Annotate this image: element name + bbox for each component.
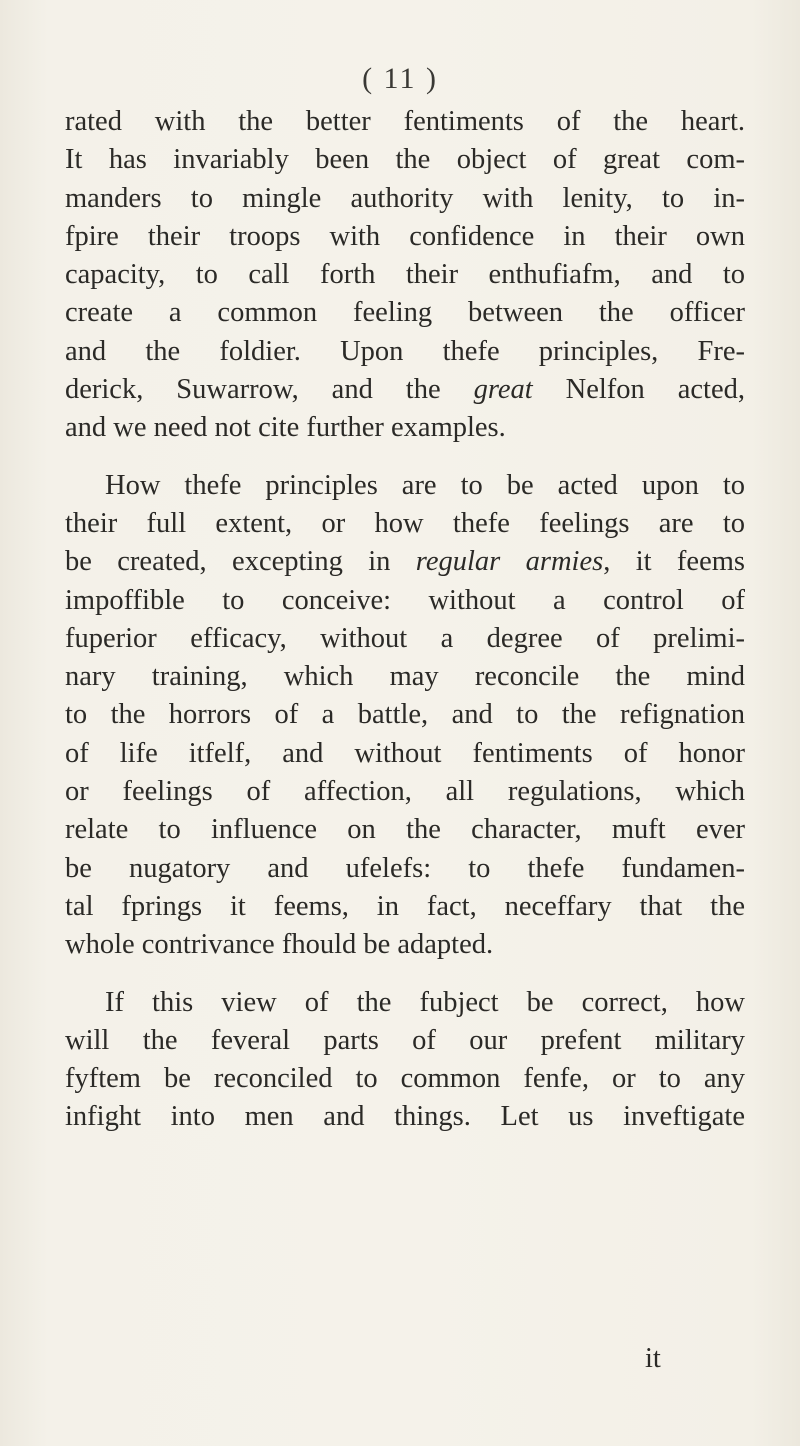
text-line: capacity, to call forth their enthufiafm, and to: [65, 259, 745, 291]
text-line: relate to influence on the character, muft ever: [65, 814, 745, 846]
paragraph-3: [65, 984, 745, 1137]
text-line: fuperior efficacy, without a degree of prelimi-: [65, 622, 745, 654]
text-line: manders to mingle authority with lenity, to in-: [65, 182, 745, 214]
text-line-with-italic: be created, excepting in regular armies, it feems: [65, 546, 745, 578]
text-line: create a common feeling between the officer: [65, 297, 745, 329]
text-line: their full extent, or how thefe feelings are to: [65, 507, 745, 539]
text-line: impoffible to conceive: without a control of: [65, 584, 745, 616]
text-line: How thefe principles are to be acted upon to: [105, 469, 745, 501]
text-line: infight into men and things. Let us inveftigate: [65, 1101, 745, 1133]
text-line: It has invariably been the object of great com-: [65, 144, 745, 176]
text-line: to the horrors of a battle, and to the refignation: [65, 699, 745, 731]
text-line: be nugatory and ufelefs: to thefe fundamen-: [65, 852, 745, 884]
text-line: tal fprings it feems, in fact, neceffary that the: [65, 890, 745, 922]
text-line: fyftem be reconciled to common fenfe, or to any: [65, 1063, 745, 1095]
text-line: will the feveral parts of our prefent military: [65, 1024, 745, 1056]
text-line: whole contrivance fhould be adapted.: [65, 929, 494, 961]
catchword: it: [645, 1343, 661, 1374]
text-line: or feelings of affection, all regulations, which: [65, 776, 745, 808]
text-line: and the foldier. Upon thefe principles, Fre-: [65, 335, 745, 367]
text-line: and we need not cite further examples.: [65, 412, 506, 444]
italic-regular-armies: regular armies: [415, 546, 604, 578]
text-line: fpire their troops with confidence in their own: [65, 220, 745, 252]
paragraph-1: [65, 103, 745, 448]
text-line-with-italic: derick, Suwarrow, and the great Nelfon acted,: [65, 374, 745, 406]
text-line: rated with the better fentiments of the heart.: [65, 106, 745, 137]
text-line: If this view of the fubject be correct, how: [105, 986, 745, 1018]
page-number-header: ( 11 ): [362, 62, 438, 95]
paragraph-2: [65, 467, 745, 965]
text-line: of life itfelf, and without fentiments of honor: [65, 737, 745, 769]
text-line: nary training, which may reconcile the mind: [65, 661, 745, 693]
italic-great: great: [473, 374, 533, 406]
body-text: [65, 103, 745, 1137]
